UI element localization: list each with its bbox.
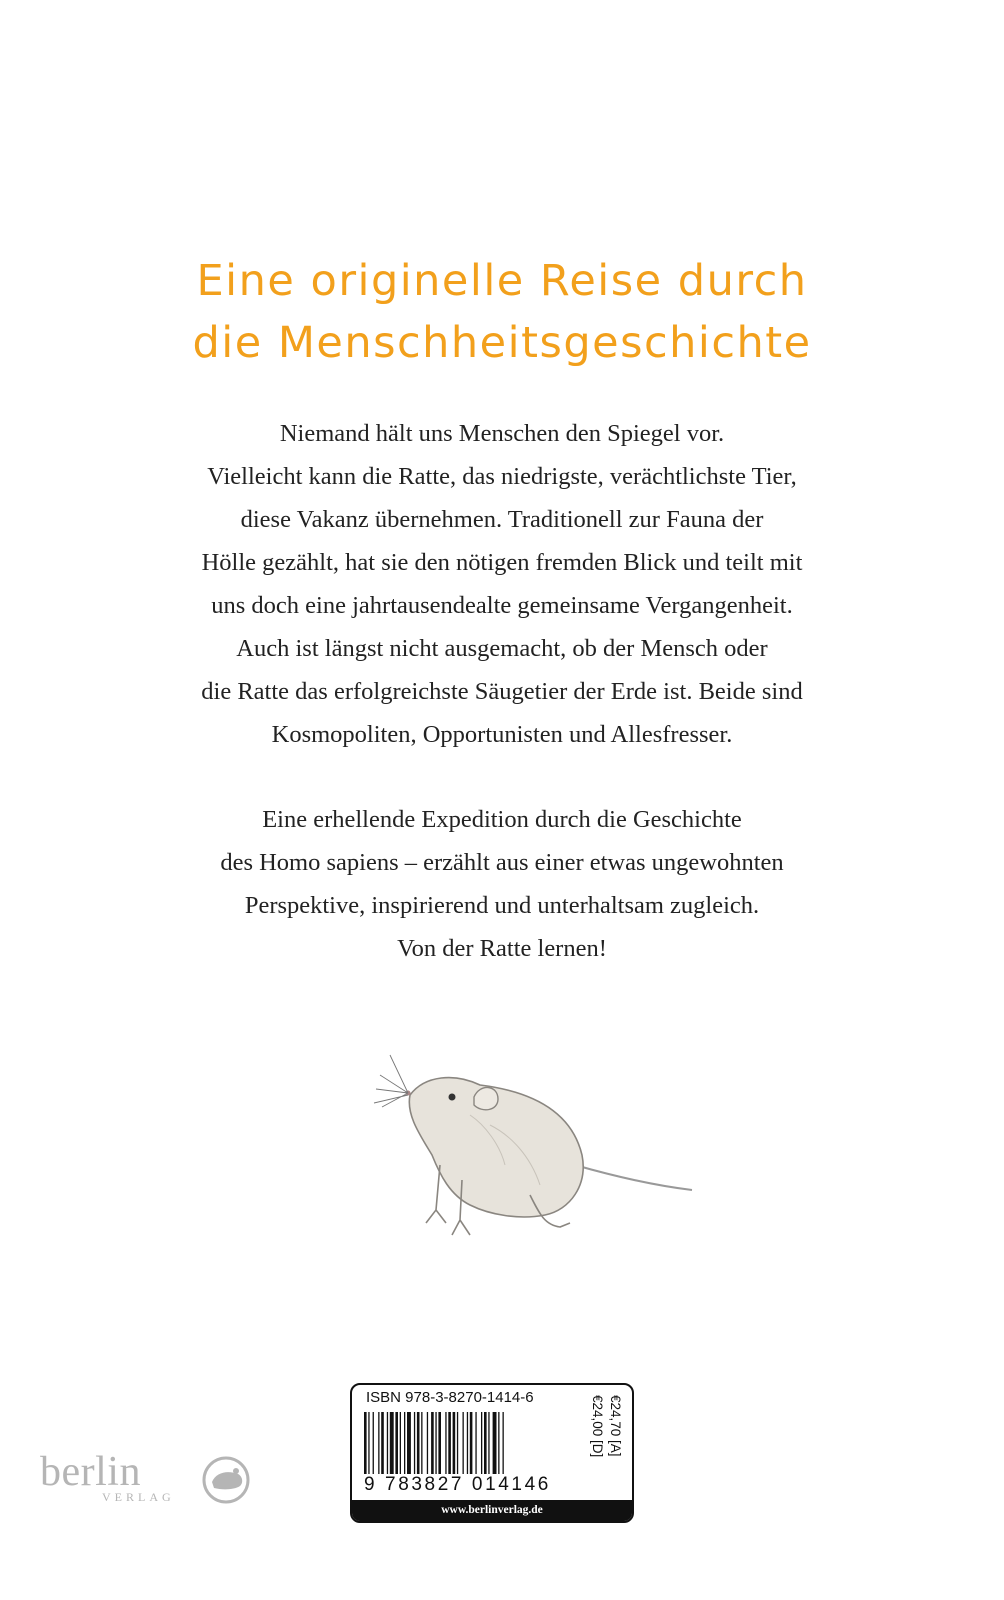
- barcode-bar: [427, 1412, 428, 1474]
- barcode-bar: [400, 1412, 401, 1474]
- barcode-bar: [493, 1412, 497, 1474]
- ean-number: 9 783827 014146: [364, 1474, 551, 1495]
- barcode-bar: [438, 1412, 441, 1474]
- bear-logo-icon: [198, 1452, 258, 1504]
- blurb-line: des Homo sapiens – erzählt aus einer etwas ungewohnten: [220, 849, 784, 876]
- barcode-bar: [390, 1412, 394, 1474]
- blurb-line: Vielleicht kann die Ratte, das niedrigste, verächtlichste Tier,: [207, 463, 797, 490]
- publisher-name: berlin: [40, 1449, 141, 1495]
- barcode-bar: [503, 1412, 504, 1474]
- barcode-bar: [364, 1412, 367, 1474]
- publisher-logo: [40, 1448, 260, 1508]
- barcode-bar: [378, 1412, 379, 1474]
- blurb-line: Kosmopoliten, Opportunisten und Allesfresser.: [271, 721, 733, 748]
- price-austria: €24,70 [A]: [608, 1395, 623, 1457]
- barcode-bar: [484, 1412, 487, 1474]
- blurb-line: Hölle gezählt, hat sie den nötigen fremden Blick und teilt mit: [201, 549, 803, 576]
- barcode-bar: [368, 1412, 369, 1474]
- barcode-bar: [481, 1412, 482, 1474]
- barcode-bar: [475, 1412, 476, 1474]
- barcode-bar: [417, 1412, 420, 1474]
- barcode-bar: [453, 1412, 456, 1474]
- price-germany: €24,00 [D]: [590, 1395, 605, 1458]
- blurb-line: Perspektive, inspirierend und unterhaltsam zugleich.: [244, 892, 760, 919]
- barcode-bar: [373, 1412, 374, 1474]
- blurb-paragraph-1: [0, 412, 1004, 756]
- blurb-paragraph-2: [0, 798, 1004, 970]
- blurb-line: Niemand hält uns Menschen den Spiegel vor.: [279, 420, 725, 447]
- isbn-text: ISBN 978-3-8270-1414-6: [366, 1389, 534, 1406]
- barcode-bar: [431, 1412, 434, 1474]
- blurb-line: diese Vakanz übernehmen. Traditionell zur Fauna der: [240, 506, 764, 533]
- barcode-bar: [395, 1412, 398, 1474]
- blurb-line: die Ratte das erfolgreichste Säugetier der Erde ist. Beide sind: [201, 678, 803, 705]
- barcode-bar: [407, 1412, 411, 1474]
- blurb-line: Eine erhellende Expedition durch die Geschichte: [262, 806, 742, 833]
- prices: [588, 1395, 632, 1499]
- publisher-url: www.berlinverlag.de: [352, 1500, 632, 1521]
- barcode-bar: [404, 1412, 405, 1474]
- blurb-line: Von der Ratte lernen!: [397, 935, 607, 962]
- barcode-bar: [435, 1412, 436, 1474]
- barcode-bar: [387, 1412, 388, 1474]
- blurb-line: Auch ist längst nicht ausgemacht, ob der Mensch oder: [236, 635, 768, 662]
- barcode-bar: [467, 1412, 468, 1474]
- blurb-line: uns doch eine jahrtausendealte gemeinsame Vergangenheit.: [211, 592, 793, 619]
- headline: [0, 250, 1004, 374]
- headline-line-2: die Menschheitsgeschichte: [192, 318, 812, 368]
- barcode-bar: [421, 1412, 422, 1474]
- publisher-sub: VERLAG: [102, 1490, 175, 1504]
- barcode-bar: [414, 1412, 415, 1474]
- barcode-bar: [448, 1412, 451, 1474]
- barcode-bars: [364, 1412, 589, 1474]
- barcode-bar: [470, 1412, 473, 1474]
- barcode-bar: [488, 1412, 489, 1474]
- rat-illustration: [370, 1045, 700, 1255]
- headline-line-1: Eine originelle Reise durch: [196, 256, 808, 306]
- barcode-box: [350, 1383, 634, 1523]
- barcode-bar: [381, 1412, 384, 1474]
- barcode-bar: [498, 1412, 499, 1474]
- barcode-bar: [457, 1412, 458, 1474]
- barcode-bar: [445, 1412, 446, 1474]
- barcode-bar: [463, 1412, 464, 1474]
